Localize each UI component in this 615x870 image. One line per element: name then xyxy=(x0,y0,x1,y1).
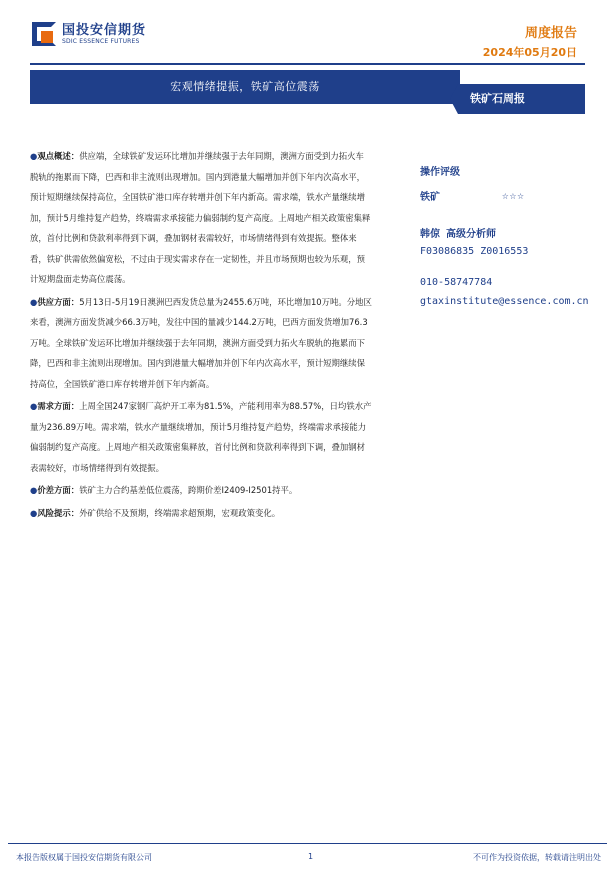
bullet-icon: ● xyxy=(30,507,38,518)
analyst-license-ids: F03086835 Z0016553 xyxy=(420,246,529,257)
report-category-tag: 铁矿石周报 xyxy=(458,84,585,114)
logo-name-en: SDIC ESSENCE FUTURES xyxy=(62,37,140,45)
section-text: 5月13日-5月19日澳洲巴西发货总量为2455.6万吨，环比增加10万吨。分地区来看，澳洲方面发货减少66.3万吨，发往中国的量减少144.2万吨，巴西方面发货增加76.3万吨。全球铁矿发运环比增加并继续强于去年同期，澳洲方面受到力拓火车脱轨的拖累而下降，巴西和非主流则出现增加。国内到港量大幅增加并创下年内次高水平，预计短期继续保持高位，全国铁矿港口库存转增并创下年内新高。 xyxy=(30,296,372,389)
bullet-icon: ● xyxy=(30,401,38,411)
rating-title: 操作评级 xyxy=(420,167,460,178)
footer-disclaimer: 不可作为投资依据，转载请注明出处 xyxy=(473,853,601,862)
report-title-banner: 宏观情绪提振，铁矿高位震荡 xyxy=(30,70,460,104)
report-date: 2024年05月20日 xyxy=(482,46,577,59)
logo-name-cn: 国投安信期货 xyxy=(62,22,147,38)
rating-row xyxy=(420,188,605,203)
section-label: 需求方面： xyxy=(37,401,80,411)
section-text: 上周全国247家钢厂高炉开工率为81.5%，产能利用率为88.57%，日均铁水产量为236.89万吨。需求端，铁水产量继续增加，预计5月维持复产趋势，终端需求承接能力偏弱制约复产高度。上周地产相关政策密集释放，首付比例和贷款利率得到下调，叠加钢材表需较好，市场情绪得到有效提振。 xyxy=(30,401,372,473)
analyst-name: 韩倞 高级分析师 xyxy=(420,229,497,240)
section-label: 观点概述： xyxy=(37,151,80,161)
page-number: 1 xyxy=(308,852,314,861)
footer-divider xyxy=(8,843,607,844)
section-text: 供应端，全球铁矿发运环比增加并继续强于去年同期，澳洲方面受到力拓火车脱轨的拖累而下降，巴西和非主流则出现增加。国内到港量大幅增加并创下年内次高水平，预计短期继续保持高位，全国铁矿港口库存转增并创下年内新高。需求端，铁水产量继续增加，预计5月维持复产趋势，终端需求承接能力偏弱制约复产高度。上周地产相关政策密集释放，首付比例和贷款利率得到下调，叠加钢材表需较好，市场情绪得到有效提振。整体来看，铁矿供需依然偏宽松，不过由于现实需求存在一定韧性，并且市场预期也较为乐观，预计短期盘面走势高位震荡。 xyxy=(30,151,371,284)
bullet-icon: ● xyxy=(30,296,38,307)
section-label: 价差方面： xyxy=(37,485,80,495)
sidebar xyxy=(420,163,605,307)
report-body xyxy=(30,146,372,525)
section-spread xyxy=(30,480,372,501)
contact-email: gtaxinstitute@essence.com.cn xyxy=(420,296,589,307)
footer-copyright: 本报告版权属于国投安信期货有限公司 xyxy=(16,853,152,862)
star-rating-icon: ☆☆☆ xyxy=(502,189,525,202)
section-label: 风险提示： xyxy=(37,507,80,518)
report-type: 周度报告 xyxy=(524,26,577,41)
section-demand xyxy=(30,396,372,478)
rating-commodity: 铁矿 xyxy=(420,192,440,203)
logo-mark-icon xyxy=(32,22,56,46)
section-risk xyxy=(30,503,372,524)
header-divider xyxy=(30,63,585,65)
section-supply xyxy=(30,292,372,395)
section-label: 供应方面： xyxy=(37,296,80,307)
contact-phone: 010-58747784 xyxy=(420,277,493,288)
section-text: 铁矿主力合约基差低位震荡，跨期价差I2409-I2501持平。 xyxy=(79,485,298,495)
company-logo xyxy=(32,22,146,46)
bullet-icon: ● xyxy=(30,151,38,161)
section-text: 外矿供给不及预期，终端需求超预期，宏观政策变化。 xyxy=(79,507,281,518)
section-overview xyxy=(30,146,372,290)
bullet-icon: ● xyxy=(30,485,38,495)
